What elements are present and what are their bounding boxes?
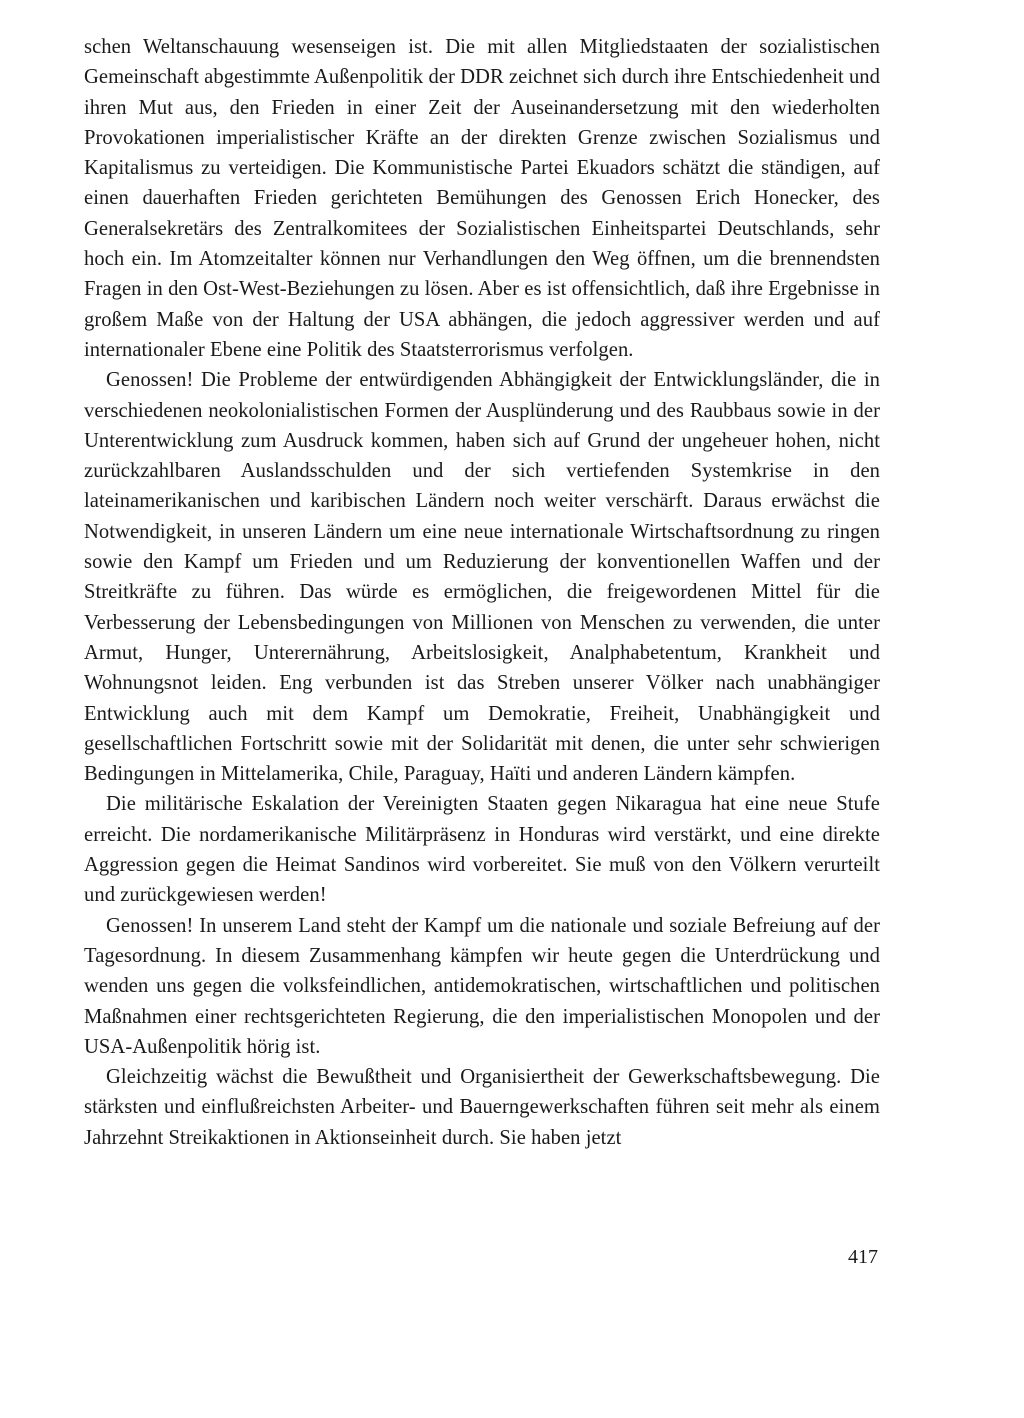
page-number: 417 [848,1246,878,1268]
paragraph-entwicklungslaender: Genossen! Die Probleme der entwürdigenden Abhängigkeit der Entwicklungsländer, die in verschiedenen neokolonialistischen Formen der Ausplünderung und des Raubbaus sowie in der Unterentwicklung zum Ausdruck kommen, haben sich auf Grund der ungeheuer hohen, nicht zurückzahlbaren Auslandsschulden und der sich vertiefenden Systemkrise in den lateinamerikanischen und karibischen Ländern noch weiter verschärft. Daraus erwächst die Notwendigkeit, in unseren Ländern um eine neue internationale Wirtschaftsordnung zu ringen sowie den Kampf um Frieden und um Reduzierung der konventionellen Waffen und der Streitkräfte zu führen. Das würde es ermöglichen, die freigewordenen Mittel für die Verbesserung der Lebensbedingungen von Millionen von Menschen zu verwenden, die unter Armut, Hunger, Unterernährung, Arbeitslosigkeit, Analphabetentum, Krankheit und Wohnungsnot leiden. Eng verbunden ist das Streben unserer Völker nach unabhängiger Entwicklung auch mit dem Kampf um Demokratie, Freiheit, Unabhängigkeit und gesellschaftlichen Fortschritt sowie mit der Solidarität mit denen, die unter sehr schwierigen Bedingungen in Mittelamerika, Chile, Paraguay, Haïti und anderen Ländern kämpfen. [84,369,880,786]
paragraph-gewerkschaften: Gleichzeitig wächst die Bewußtheit und Organisiertheit der Gewerkschaftsbewegung. Die stärksten und einflußreichsten Arbeiter- und Bauerngewerkschaften führen seit mehr als einem Jahrzehnt Streikaktionen in Aktionseinheit durch. Sie haben jetzt [84,1066,880,1149]
body-text [84,32,880,1153]
paragraph-continuation: schen Weltanschauung wesenseigen ist. Die mit allen Mitgliedstaaten der sozialistischen Gemeinschaft abgestimmte Außenpolitik der DDR zeichnet sich durch ihre Entschiedenheit und ihren Mut aus, den Frieden in einer Zeit der Auseinandersetzung mit den wiederholten Provokationen imperialistischer Kräfte an der direkten Grenze zwischen Sozialismus und Kapitalismus zu verteidigen. Die Kommunistische Partei Ekuadors schätzt die ständigen, auf einen dauerhaften Frieden gerichteten Bemühungen des Genossen Erich Honecker, des Generalsekretärs des Zentralkomitees der Sozialistischen Einheitspartei Deutschlands, sehr hoch ein. Im Atomzeitalter können nur Verhandlungen den Weg öffnen, um die brennendsten Fragen in den Ost-West-Beziehungen zu lösen. Aber es ist offensichtlich, daß ihre Ergebnisse in großem Maße von der Haltung der USA abhängen, die jedoch aggressiver werden und auf internationaler Ebene eine Politik des Staatsterrorismus verfolgen. [84,36,880,361]
paragraph-befreiung: Genossen! In unserem Land steht der Kampf um die nationale und soziale Befreiung auf der Tagesordnung. In diesem Zusammenhang kämpfen wir heute gegen die Unterdrückung und wenden uns gegen die volksfeindlichen, antidemokratischen, wirtschaftlichen und politischen Maßnahmen einer rechtsgerichteten Regierung, die den imperialistischen Monopolen und der USA-Außenpolitik hörig ist. [84,914,880,1058]
paragraph-nikaragua: Die militärische Eskalation der Vereinigten Staaten gegen Nikaragua hat eine neue Stufe erreicht. Die nordamerikanische Militärpräsenz in Honduras wird verstärkt, und eine direkte Aggression gegen die Heimat Sandinos wird vorbereitet. Sie muß von den Völkern verurteilt und zurückgewiesen werden! [84,793,880,907]
